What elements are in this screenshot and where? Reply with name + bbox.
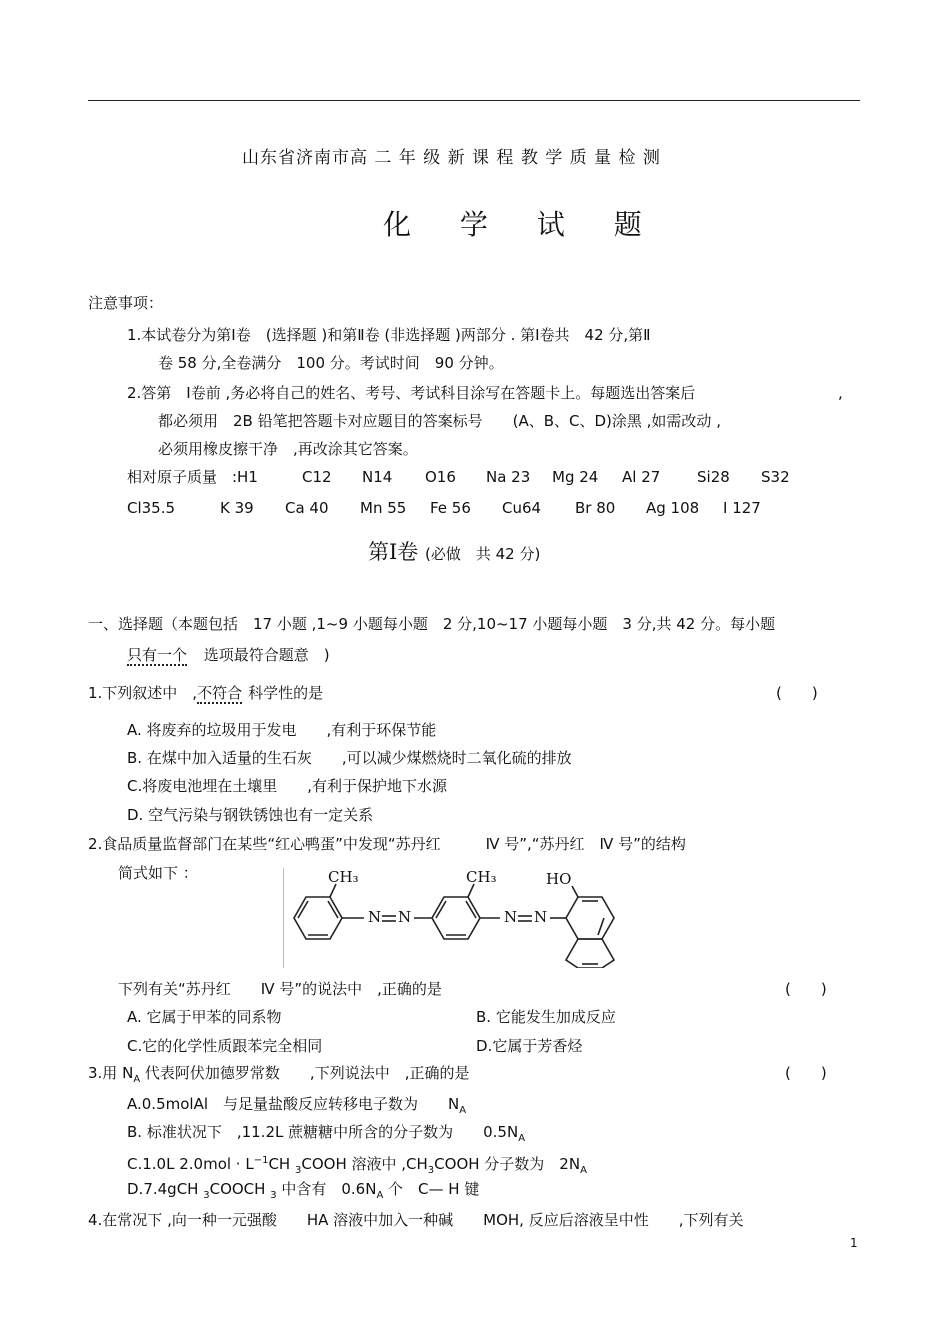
azo-n-label: N (398, 908, 412, 926)
part1-instructions-rest: 选项最符合题意 ) (203, 646, 330, 664)
atomic-mass: Ag 108 (646, 499, 700, 517)
q1-option-b: B. 在煤中加入适量的生石灰 ,可以减少煤燃烧时二氧化硫的排放 (127, 749, 572, 767)
sudan-iv-structure (283, 868, 638, 968)
atomic-mass: Na 23 (486, 468, 531, 486)
atomic-mass: Mg 24 (552, 468, 599, 486)
q3-option-d (127, 1179, 479, 1206)
atomic-mass: N14 (362, 468, 393, 486)
q3-option-a-text: A.0.5molAl 与足量盐酸反应转移电子数为 N (127, 1095, 460, 1113)
q1-option-c: C.将废电池埋在土壤里 ,有利于保护地下水源 (127, 777, 448, 795)
ch3-label-right: CH₃ (466, 868, 497, 886)
q2-stem-line2: 简式如下 ： (118, 864, 198, 882)
q3-option-c-sup: −1 (253, 1155, 269, 1166)
q3-option-c-sub: 3 (427, 1165, 435, 1176)
notice-item2-line1: 2.答第 Ⅰ卷前 ,务必将自己的姓名、考号、考试科目涂写在答题卡上。每题选出答案后 (127, 384, 696, 402)
q2-option-a: A. 它属于甲苯的同系物 (127, 1008, 282, 1026)
q1-stem (88, 683, 323, 703)
azo-n-label: N (534, 908, 548, 926)
notice-item2-line3: 必须用橡皮擦干净 ,再改涂其它答案。 (158, 440, 418, 458)
q3-option-b (127, 1122, 525, 1149)
q3-option-d-text: COOCH (209, 1180, 271, 1198)
q2-stem-line3: 下列有关“苏丹红 Ⅳ 号”的说法中 ,正确的是 (118, 980, 442, 998)
q3-option-c-text: CH (268, 1155, 295, 1173)
q3-option-a-sub: A (459, 1105, 467, 1116)
q3-stem-part: 3.用 N (88, 1064, 134, 1082)
q3-option-c-text: COOH 分子数为 2N (434, 1155, 581, 1173)
section-title-note: (必做 共 42 分) (424, 545, 541, 563)
q3-option-d-sub: A (376, 1190, 384, 1201)
q3-option-a (127, 1094, 466, 1121)
q3-option-d-text: D.7.4gCH (127, 1180, 204, 1198)
q3-option-c (127, 1151, 587, 1181)
atomic-mass: Mn 55 (360, 499, 407, 517)
q4-stem-line1: 4.在常况下 ,向一种一元强酸 HA 溶液中加入一种碱 MOH, 反应后溶液呈中性 ,下列有关 (88, 1211, 744, 1229)
exam-subtitle: 山东省济南市高 二 年 级 新 课 程 教 学 质 量 检 测 (242, 148, 661, 168)
q3-option-b-sub: A (518, 1133, 526, 1144)
notice-item1-line2: 卷 58 分,全卷满分 100 分。考试时间 90 分钟。 (158, 354, 504, 372)
atomic-masses-label: 相对原子质量 :H1 (127, 468, 258, 486)
q3-answer-bracket: ( ) (785, 1064, 827, 1082)
q3-option-d-text: 个 C— H 键 (383, 1180, 480, 1198)
page-number: 1 (850, 1236, 858, 1250)
part1-instructions-line2 (127, 645, 330, 665)
atomic-mass: Cu64 (502, 499, 542, 517)
atomic-mass: K 39 (220, 499, 254, 517)
exam-title: 化 学 试 题 (383, 208, 662, 241)
q3-option-d-sub: 3 (270, 1190, 277, 1201)
q1-stem-part: 科学性的是 (248, 684, 324, 702)
q1-emphasis: 不符合 (197, 684, 243, 702)
q1-option-a: A. 将废弃的垃圾用于发电 ,有利于环保节能 (127, 721, 437, 739)
azo-n-label: N (368, 908, 382, 926)
atomic-mass: S32 (761, 468, 790, 486)
q3-stem-part: 代表阿伏加德罗常数 ,下列说法中 ,正确的是 (140, 1064, 470, 1082)
ho-label: HO (546, 870, 572, 888)
atomic-mass: I 127 (723, 499, 761, 517)
top-rule (88, 100, 860, 101)
q2-answer-bracket: ( ) (785, 980, 827, 998)
atomic-mass: Cl35.5 (127, 499, 176, 517)
azo-n-label: N (504, 908, 518, 926)
q2-option-c: C.它的化学性质跟苯完全相同 (127, 1037, 323, 1055)
notice-item2-line2: 都必须用 2B 铅笔把答题卡对应题目的答案标号 (A、B、C、D)涂黑 ,如需改动 , (158, 412, 721, 430)
q2-option-d: D.它属于芳香烃 (476, 1037, 583, 1055)
q3-option-d-sub: 3 (203, 1190, 210, 1201)
atomic-mass: C12 (302, 468, 332, 486)
atomic-mass: Si28 (697, 468, 730, 486)
notice-item1-line1: 1.本试卷分为第Ⅰ卷 (选择题 )和第Ⅱ卷 (非选择题 )两部分 . 第Ⅰ卷共 42 分,第Ⅱ (127, 326, 651, 344)
q2-stem-line1: 2.食品质量监督部门在某些“红心鸭蛋”中发现“苏丹红 Ⅳ 号”,“苏丹红 Ⅳ 号”的结构 (88, 835, 686, 853)
atomic-mass: Ca 40 (285, 499, 329, 517)
q1-stem-part: 1.下列叙述中 , (88, 684, 198, 702)
q3-stem-sub: A (133, 1074, 141, 1085)
section-title-main: 第Ⅰ卷 (368, 540, 419, 564)
q3-option-c-sub: 3 (294, 1165, 302, 1176)
atomic-mass: Fe 56 (430, 499, 471, 517)
atomic-mass: Al 27 (622, 468, 661, 486)
q3-option-c-sub: A (580, 1165, 587, 1176)
atomic-mass: O16 (425, 468, 456, 486)
q3-option-b-text: B. 标准状况下 ,11.2L 蔗糖糖中所含的分子数为 0.5N (127, 1123, 519, 1141)
atomic-mass: Br 80 (575, 499, 616, 517)
part1-instructions-line1: 一、选择题（本题包括 17 小题 ,1~9 小题每小题 2 分,10~17 小题每小题 3 分,共 42 分。每小题 (88, 615, 776, 633)
q3-option-c-text: COOH 溶液中 ,CH (301, 1155, 428, 1173)
notice-heading: 注意事项： (88, 294, 164, 312)
q3-option-d-text: 中含有 0.6N (276, 1180, 377, 1198)
part1-emphasis: 只有一个 (127, 646, 188, 664)
q3-option-c-text: C.1.0L 2.0mol · L (127, 1155, 254, 1173)
notice-item2-comma: , (838, 384, 843, 402)
q3-stem (88, 1063, 469, 1090)
section-title (368, 536, 540, 566)
q2-option-b: B. 它能发生加成反应 (476, 1008, 616, 1026)
q1-option-d: D. 空气污染与钢铁锈蚀也有一定关系 (127, 806, 374, 824)
ch3-label-left: CH₃ (328, 868, 359, 886)
q1-answer-bracket: ( ) (776, 684, 818, 702)
